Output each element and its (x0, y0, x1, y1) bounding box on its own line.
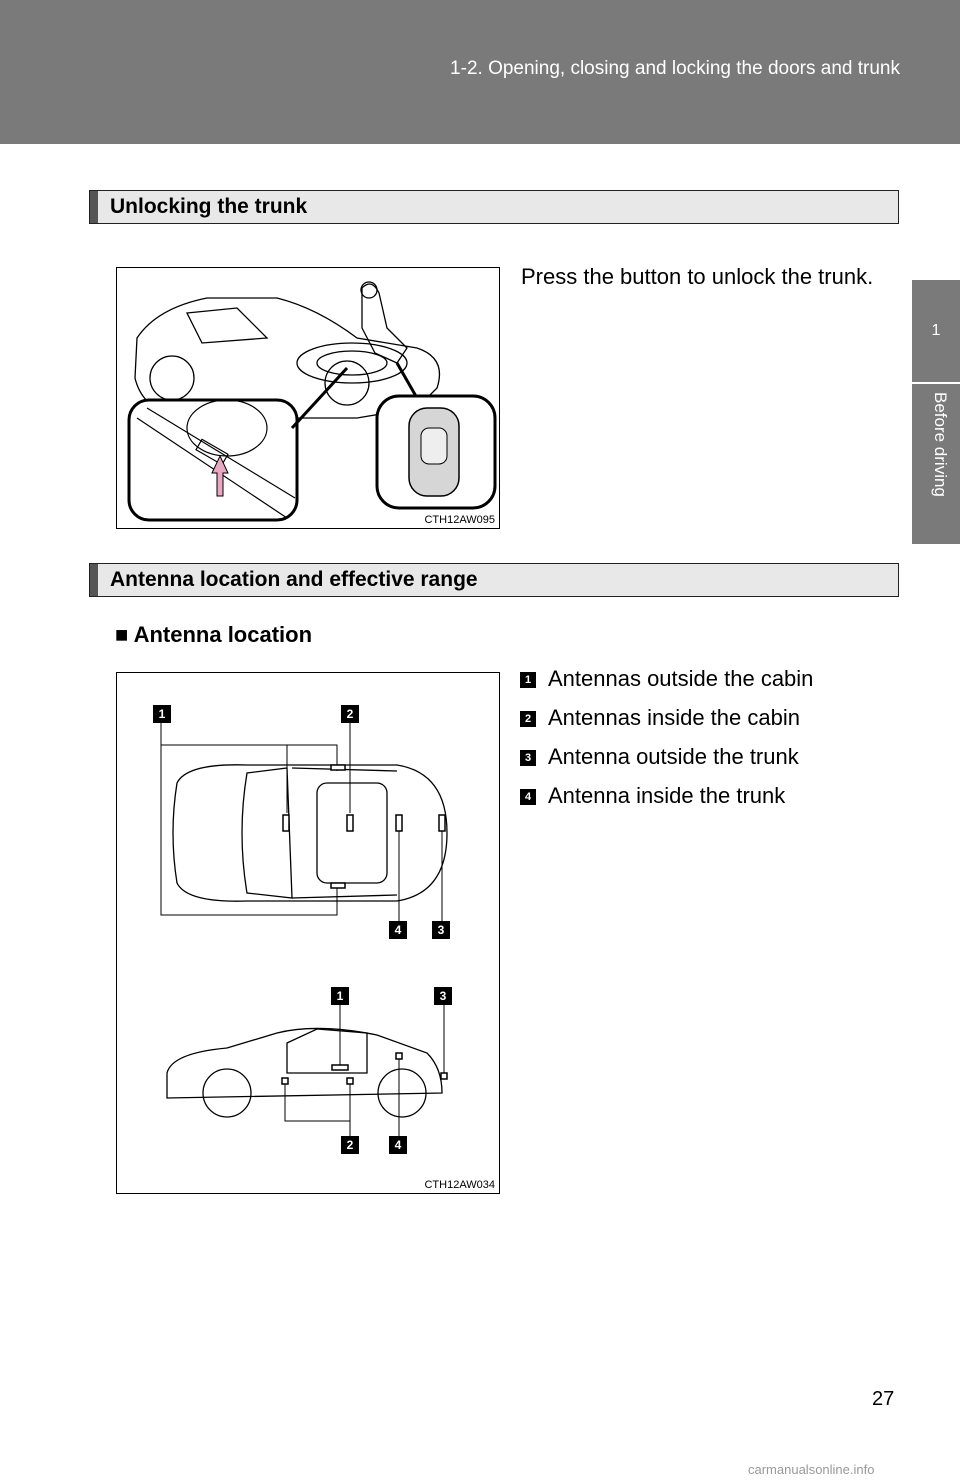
section-header-unlocking (89, 190, 899, 224)
watermark: carmanualsonline.info (748, 1462, 875, 1477)
antenna-item-label: Antennas inside the cabin (548, 705, 800, 730)
figure-code: CTH12AW034 (424, 1179, 495, 1191)
trunk-unlock-figure (116, 267, 500, 529)
callout-label: 2 (346, 1138, 354, 1152)
section-header-antenna (89, 563, 899, 597)
antenna-item (520, 783, 785, 813)
callout-badges (153, 705, 452, 1154)
section-marker (90, 191, 98, 223)
section-title: Unlocking the trunk (110, 195, 308, 218)
subheading-antenna-location: ■ Antenna location (115, 622, 313, 647)
side-tab-label: Before driving (931, 392, 950, 497)
antenna-location-figure (116, 672, 500, 1194)
antenna-item-label: Antenna inside the trunk (548, 783, 786, 808)
item-number-badge: 3 (520, 750, 536, 766)
callout-label: 4 (394, 923, 402, 937)
item-number-badge: 1 (520, 672, 536, 688)
chapter-title: 1-2. Opening, closing and locking the doors and trunk (450, 58, 900, 79)
antenna-item (520, 744, 799, 774)
trunk-unlock-illustration (117, 268, 499, 528)
item-number-badge: 4 (520, 789, 536, 805)
callout-label: 1 (336, 989, 344, 1003)
page-number: 27 (872, 1388, 895, 1410)
antenna-item (520, 705, 800, 735)
antenna-item-label: Antenna outside the trunk (548, 744, 799, 769)
section-title: Antenna location and effective range (110, 568, 478, 591)
callout-label: 3 (439, 989, 447, 1003)
figure-code: CTH12AW095 (424, 514, 495, 526)
item-number-badge: 2 (520, 711, 536, 727)
section-marker (90, 564, 98, 596)
callout-label: 3 (437, 923, 445, 937)
page-header (0, 0, 960, 144)
antenna-item (520, 666, 813, 696)
unlock-instruction: Press the button to unlock the trunk. (521, 264, 874, 289)
antenna-location-diagram (117, 673, 499, 1193)
callout-label: 1 (158, 707, 166, 721)
callout-label: 4 (394, 1138, 402, 1152)
callout-label: 2 (346, 707, 354, 721)
antenna-item-label: Antennas outside the cabin (548, 666, 814, 691)
side-tab-number: 1 (912, 280, 960, 382)
